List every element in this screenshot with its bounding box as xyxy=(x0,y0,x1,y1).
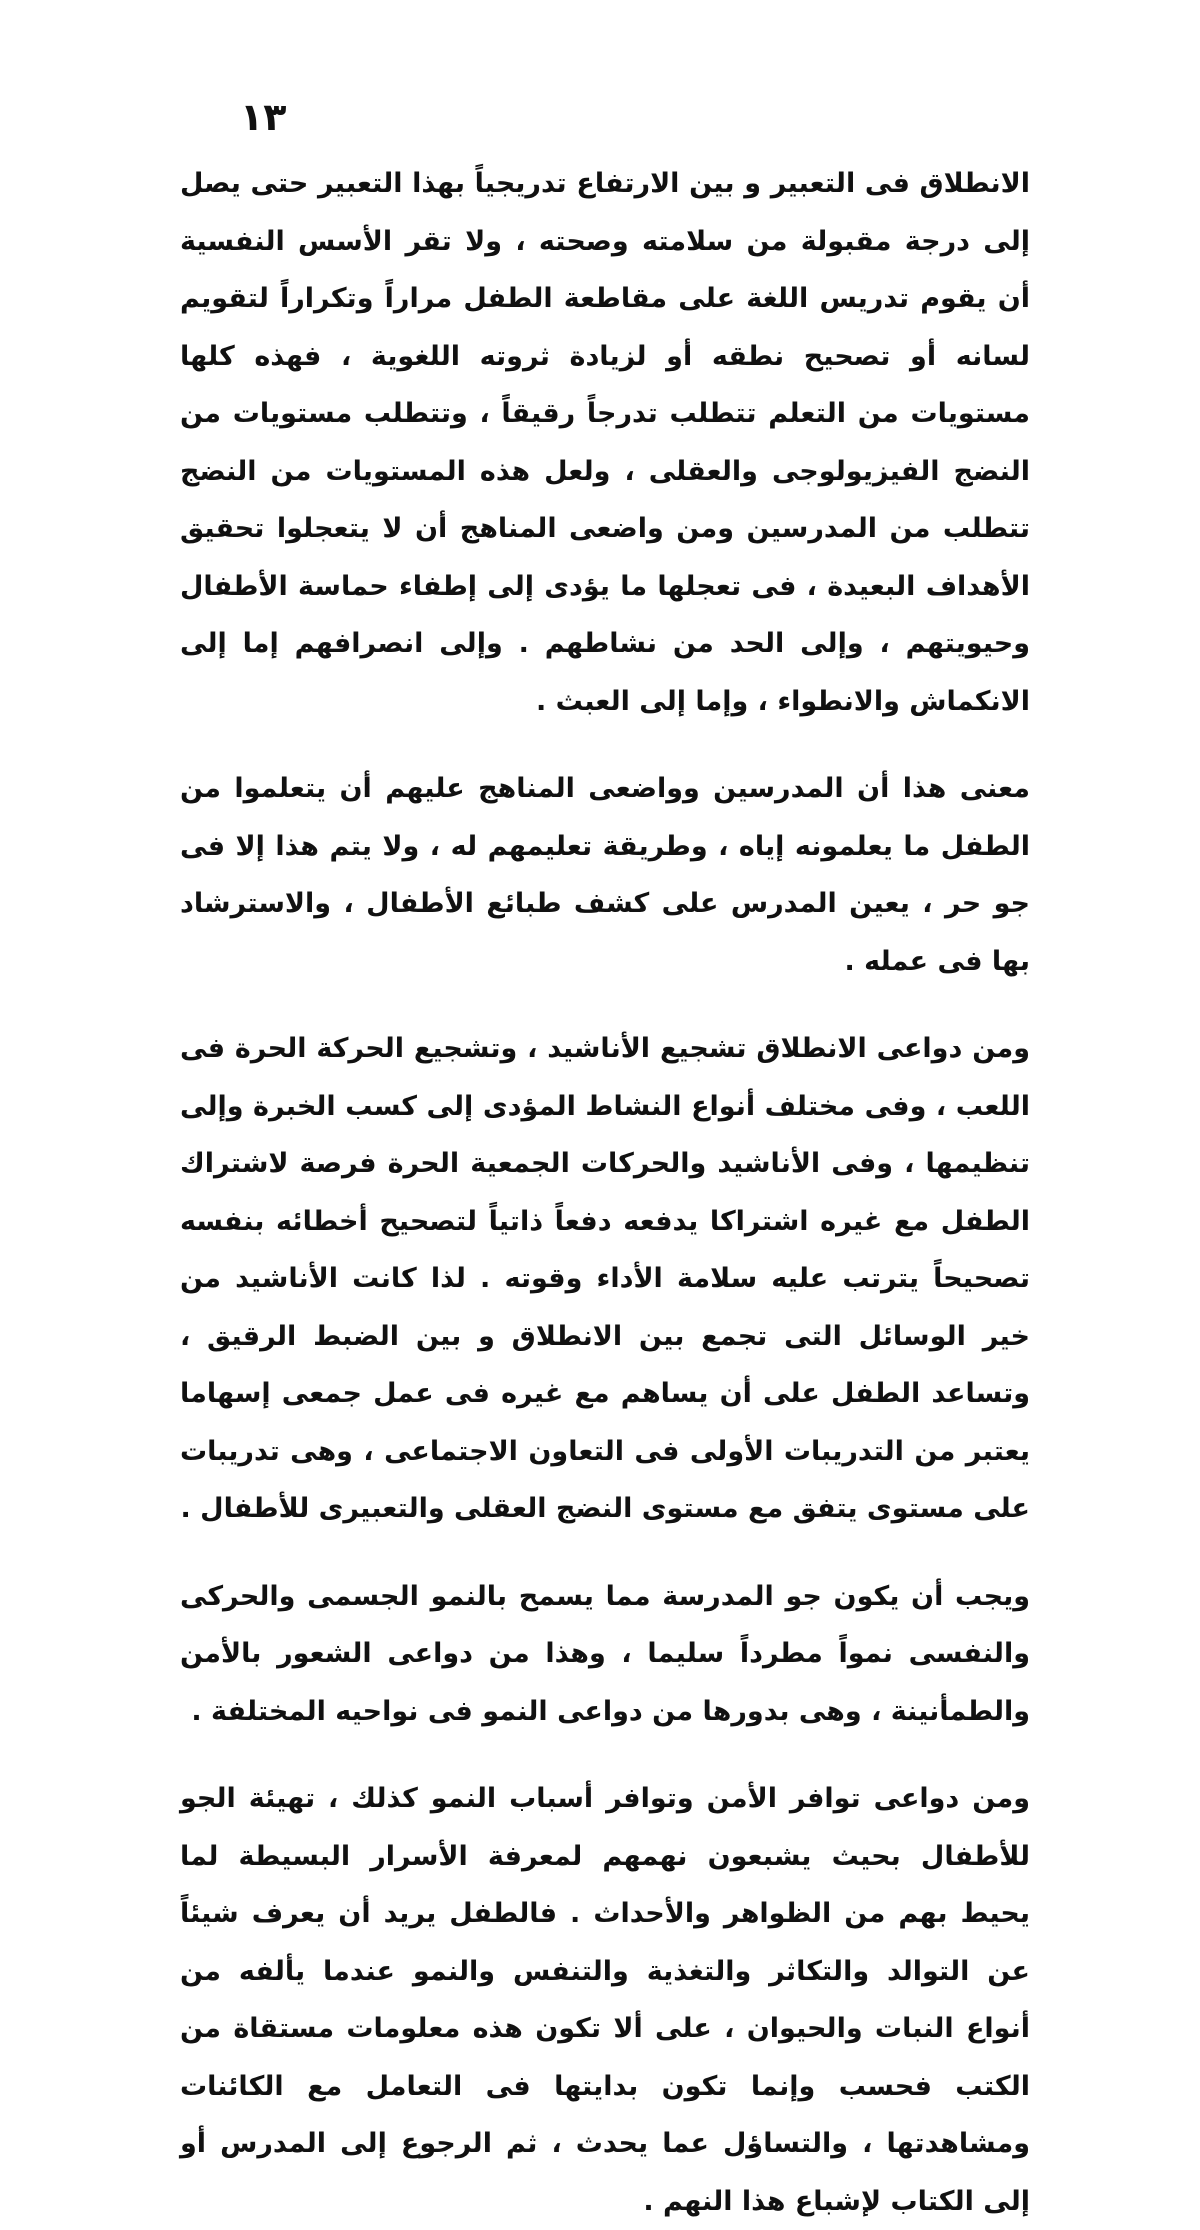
paragraph-2: معنى هذا أن المدرسين وواضعى المناهج عليهم أن يتعلموا من الطفل ما يعلمونه إياه ، وطريقة تعليمهم له ، ولا يتم هذا إلا فى جو حر ، يعين المدرس على كشف طبائع الأطفال ، والاسترشاد بها فى عمله . xyxy=(180,773,1030,977)
paragraph-1: الانطلاق فى التعبير و بين الارتفاع تدريجياً بهذا التعبير حتى يصل إلى درجة مقبولة من سلامته وصحته ، ولا تقر الأسس النفسية أن يقوم تدريس اللغة على مقاطعة الطفل مراراً وتكراراً لتقويم لسانه أو تصحيح نطقه أو لزيادة ثروته اللغوية ، فهذه كلها مستويات من التعلم تتطلب تدرجاً رقيقاً ، وتتطلب مستويات من النضج الفيزيولوجى والعقلى ، ولعل هذه المستويات من النضج تتطلب من المدرسين ومن واضعى المناهج أن لا يتعجلوا تحقيق الأهداف البعيدة ، فى تعجلها ما يؤدى إلى إطفاء حماسة الأطفال وحيويتهم ، وإلى الحد من نشاطهم . وإلى انصرافهم إما إلى الانكماش والانطواء ، وإما إلى العبث . xyxy=(180,168,1030,717)
page-number: ١٣ xyxy=(240,95,287,139)
paragraph-3: ومن دواعى الانطلاق تشجيع الأناشيد ، وتشجيع الحركة الحرة فى اللعب ، وفى مختلف أنواع النشاط المؤدى إلى كسب الخبرة وإلى تنظيمها ، وفى الأناشيد والحركات الجمعية الحرة فرصة لاشتراك الطفل مع غيره اشتراكا يدفعه دفعاً ذاتياً لتصحيح أخطائه بنفسه تصحيحاً يترتب عليه سلامة الأداء وقوته . لذا كانت الأناشيد من خير الوسائل التى تجمع بين الانطلاق و بين الضبط الرقيق ، وتساعد الطفل على أن يساهم مع غيره فى عمل جمعى إسهاما يعتبر من التدريبات الأولى فى التعاون الاجتماعى ، وهى تدريبات على مستوى يتفق مع مستوى النضج العقلى والتعبيرى للأطفال . xyxy=(180,1033,1030,1524)
paragraph-4: ويجب أن يكون جو المدرسة مما يسمح بالنمو الجسمى والحركى والنفسى نمواً مطرداً سليما ، وهذا من دواعى الشعور بالأمن والطمأنينة ، وهى بدورها من دواعى النمو فى نواحيه المختلفة . xyxy=(180,1580,1030,1727)
paragraph-5: ومن دواعى توافر الأمن وتوافر أسباب النمو كذلك ، تهيئة الجو للأطفال بحيث يشبعون نهمهم لمعرفة الأسرار البسيطة لما يحيط بهم من الظواهر والأحداث . فالطفل يريد أن يعرف شيئاً عن التوالد والتكاثر والتغذية والتنفس والنمو عندما يألفه من أنواع النبات والحيوان ، على ألا تكون هذه معلومات مستقاة من الكتب فحسب وإنما تكون بدايتها فى التعامل مع الكائنات ومشاهدتها ، والتساؤل عما يحدث ، ثم الرجوع إلى المدرس أو إلى الكتاب لإشباع هذا النهم . xyxy=(180,1783,1030,2217)
page-body xyxy=(180,155,1030,2230)
